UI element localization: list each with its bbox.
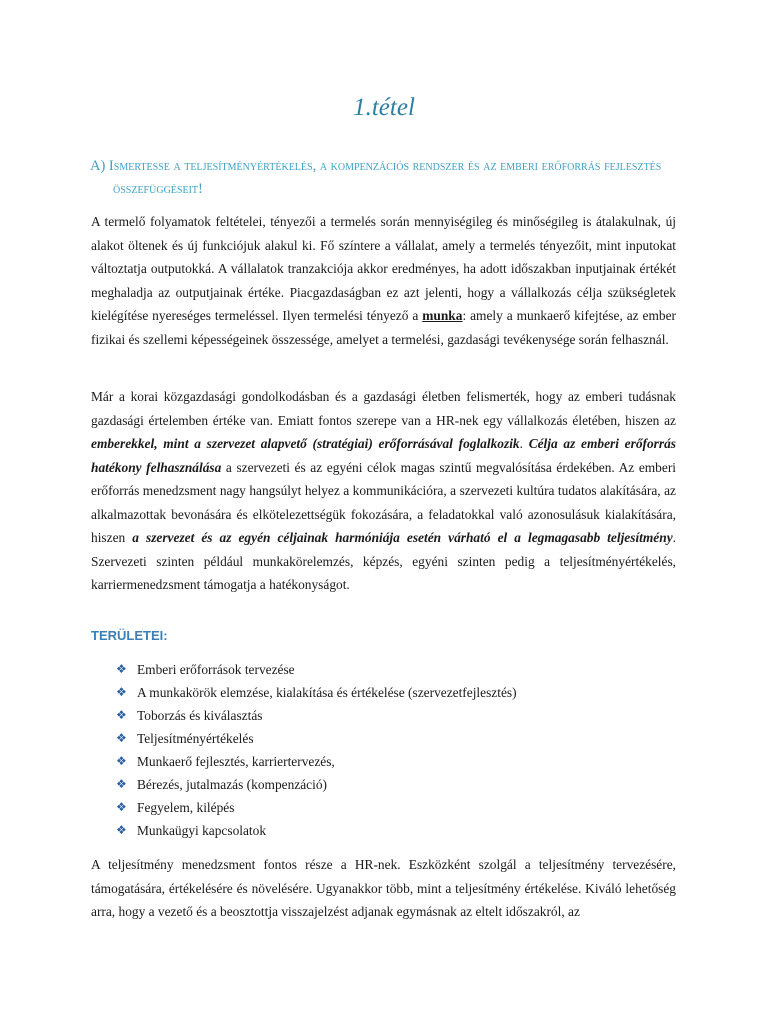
paragraph-hr-text-3: a szervezeti és az egyéni célok magas szintű megvalósítása érdekében. Az emberi erőforrás menedzsment nagy hangsúlyt helyez a kommunikációra, a szervezeti kultúra tudatos alakítására, az alkalmazottak bevonására és elkötelezettségük fokozására, a feladatokkal való azonosulásuk kialakítására, hiszen [91,459,676,545]
list-item-text: Fegyelem, kilépés [137,800,235,815]
list-item [116,773,517,796]
diamond-bullet-icon: ❖ [116,800,127,814]
diamond-bullet-icon: ❖ [116,662,127,676]
diamond-bullet-icon: ❖ [116,708,127,722]
page-title: 1.tétel [353,94,415,121]
list-item-text: Munkaügyi kapcsolatok [137,823,267,838]
emphasis-3: a szervezet és az egyén céljainak harmóniája esetén várható el a legmagasabb teljesítmény [132,530,673,545]
diamond-bullet-icon: ❖ [116,754,127,768]
paragraph-performance: A teljesítmény menedzsment fontos része a HR-nek. Eszközként szolgál a teljesítmény tervezésére, támogatására, értékelésére és növelésére. Ugyanakkor több, mint a teljesítmény értékelése. Kiváló lehetőség arra, hogy a vezető és a beosztottja visszajelzést adjanak egymásnak az eltelt időszakról, az [91,857,676,919]
section-heading: A) Ismertesse a teljesítményértékelés, a kompenzációs rendszer és az emberi erőforrás fejlesztés összefüggéseit! [90,158,662,197]
list-item-text: Emberi erőforrások tervezése [137,662,295,677]
list-item [116,819,517,842]
paragraph-intro-text: A termelő folyamatok feltételei, tényezői a termelés során mennyiségileg és minőségileg is átalakulnak, új alakot öltenek és új funkciójuk alakul ki. Fő színtere a vállalat, amely a termelés tényezőit, mint inputokat változtatja outputokká. A vállalatok tranzakciója akkor eredményes, ha adott időszakban inputjainak értékét meghaladja az outputjainak értéke. Piacgazdaságban ez azt jelenti, hogy a vállalkozás célja szükségletek kielégítése nyereséges termeléssel. Ilyen termelési tényező a [91,214,676,323]
diamond-bullet-icon: ❖ [116,777,127,791]
paragraph-hr [91,385,676,597]
paragraph-hr-text-4: . Szervezeti szinten például munkakörelemzés, képzés, egyéni szinten pedig a teljesítményértékelés, karriermenedzsment támogatja a hatékonyságot. [91,530,676,592]
diamond-bullet-icon: ❖ [116,823,127,837]
list-item [116,727,517,750]
diamond-bullet-icon: ❖ [116,685,127,699]
list-item-text: Toborzás és kiválasztás [137,708,263,723]
list-item [116,750,517,773]
paragraph-intro-text-end: : amely a munkaerő kifejtése, az ember fizikai és szellemi képességeinek összessége, amelyet a termelési, gazdasági tevékenysége során felhasznál. [91,308,676,347]
emphasis-2: Célja az emberi erőforrás hatékony felhasználása [91,436,676,475]
diamond-bullet-icon: ❖ [116,731,127,745]
paragraph-hr-text-2: . [519,436,529,451]
section-title-areas: TERÜLETEI: [91,628,168,643]
list-item [116,658,517,681]
list-item-text: Teljesítményértékelés [137,731,254,746]
list-item [116,681,517,704]
list-item [116,796,517,819]
list-item-text: Bérezés, jutalmazás (kompenzáció) [137,777,327,792]
paragraph-hr-text-1: Már a korai közgazdasági gondolkodásban és a gazdasági életben felismerték, hogy az emberi tudásnak gazdasági értelemben értéke van. Emiatt fontos szerepe van a HR-nek egy vállalkozás életében, hiszen az [91,389,676,428]
paragraph-intro [91,210,676,351]
list-item-text: Munkaerő fejlesztés, karriertervezés, [137,754,335,769]
list-item [116,704,517,727]
keyword-munka: munka [422,308,463,323]
emphasis-1: emberekkel, mint a szervezet alapvető (stratégiai) erőforrásával foglalkozik [91,436,520,451]
areas-list [116,658,517,842]
list-item-text: A munkakörök elemzése, kialakítása és értékelése (szervezetfejlesztés) [137,685,517,700]
